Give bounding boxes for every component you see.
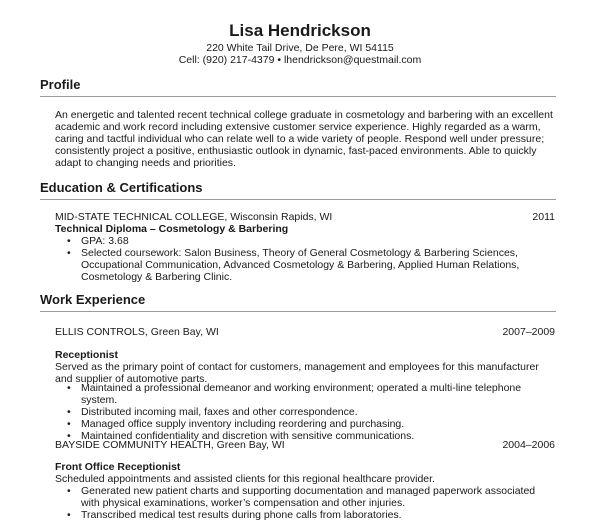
candidate-name: Lisa Hendrickson (229, 21, 371, 40)
profile-divider (40, 96, 556, 97)
job-bullet-list (55, 485, 550, 521)
profile-text: An energetic and talented recent technical college graduate in cosmetology and barbering with an excellent academic and work record including extensive customer service experience. Highly regarded as a warm, caring and tactful individual who can relate well to a wide variety of people. Respond well under pressure; consistently project a positive, enthusiastic outlook in dynamic, fast-paced environments. Able to quickly adapt to changing needs and priorities. (55, 109, 553, 169)
list-item: • Maintained confidentiality and discretion with sensitive communications. (55, 430, 550, 442)
list-item: • Maintained a professional demeanor and working environment; operated a multi-line telephone system. (55, 382, 550, 406)
education-school: MID-STATE TECHNICAL COLLEGE, Wisconsin Rapids, WI (55, 211, 333, 223)
list-item: • Selected coursework: Salon Business, Theory of General Cosmetology & Barbering Sciences, Occupational Communication, Advanced Cosmetology & Barbering, Applied Human Relations, Cosmetology & Barbering Clinic. (55, 247, 550, 283)
education-school-row (55, 211, 555, 223)
education-divider (40, 199, 556, 200)
education-degree: Technical Diploma – Cosmetology & Barbering (55, 223, 289, 235)
profile-heading: Profile (40, 77, 81, 92)
education-heading: Education & Certifications (40, 180, 203, 195)
list-item: • GPA: 3.68 (55, 235, 550, 247)
list-item: • Managed office supply inventory including reordering and purchasing. (55, 418, 550, 430)
list-item: • Generated new patient charts and supporting documentation and managed paperwork associated with physical examinations, worker’s compensation and other injuries. (55, 485, 550, 509)
job-employer: BAYSIDE COMMUNITY HEALTH, Green Bay, WI (55, 439, 285, 451)
list-item: • Transcribed medical test results during phone calls from laboratories. (55, 509, 550, 521)
job-employer-row (55, 439, 555, 451)
work-heading: Work Experience (40, 292, 146, 307)
job-summary: Scheduled appointments and assisted clients for this regional healthcare provider. (55, 473, 435, 485)
job-summary: Served as the primary point of contact for customers, management and employees for this manufacturer and supplier of automotive parts. (55, 361, 539, 385)
education-year: 2011 (532, 211, 555, 223)
job-dates: 2007–2009 (502, 326, 555, 338)
job-role: Receptionist (55, 349, 119, 361)
job-dates: 2004–2006 (502, 439, 555, 451)
education-bullet-list (55, 235, 550, 283)
job-bullet-list (55, 382, 550, 442)
job-employer-row (55, 326, 555, 338)
candidate-address: 220 White Tail Drive, De Pere, WI 54115 (206, 42, 394, 54)
job-role: Front Office Receptionist (55, 461, 181, 473)
list-item: • Distributed incoming mail, faxes and other correspondence. (55, 406, 550, 418)
candidate-contact: Cell: (920) 217-4379 • lhendrickson@questmail.com (178, 54, 422, 66)
job-employer: ELLIS CONTROLS, Green Bay, WI (55, 326, 219, 338)
work-divider (40, 311, 556, 312)
